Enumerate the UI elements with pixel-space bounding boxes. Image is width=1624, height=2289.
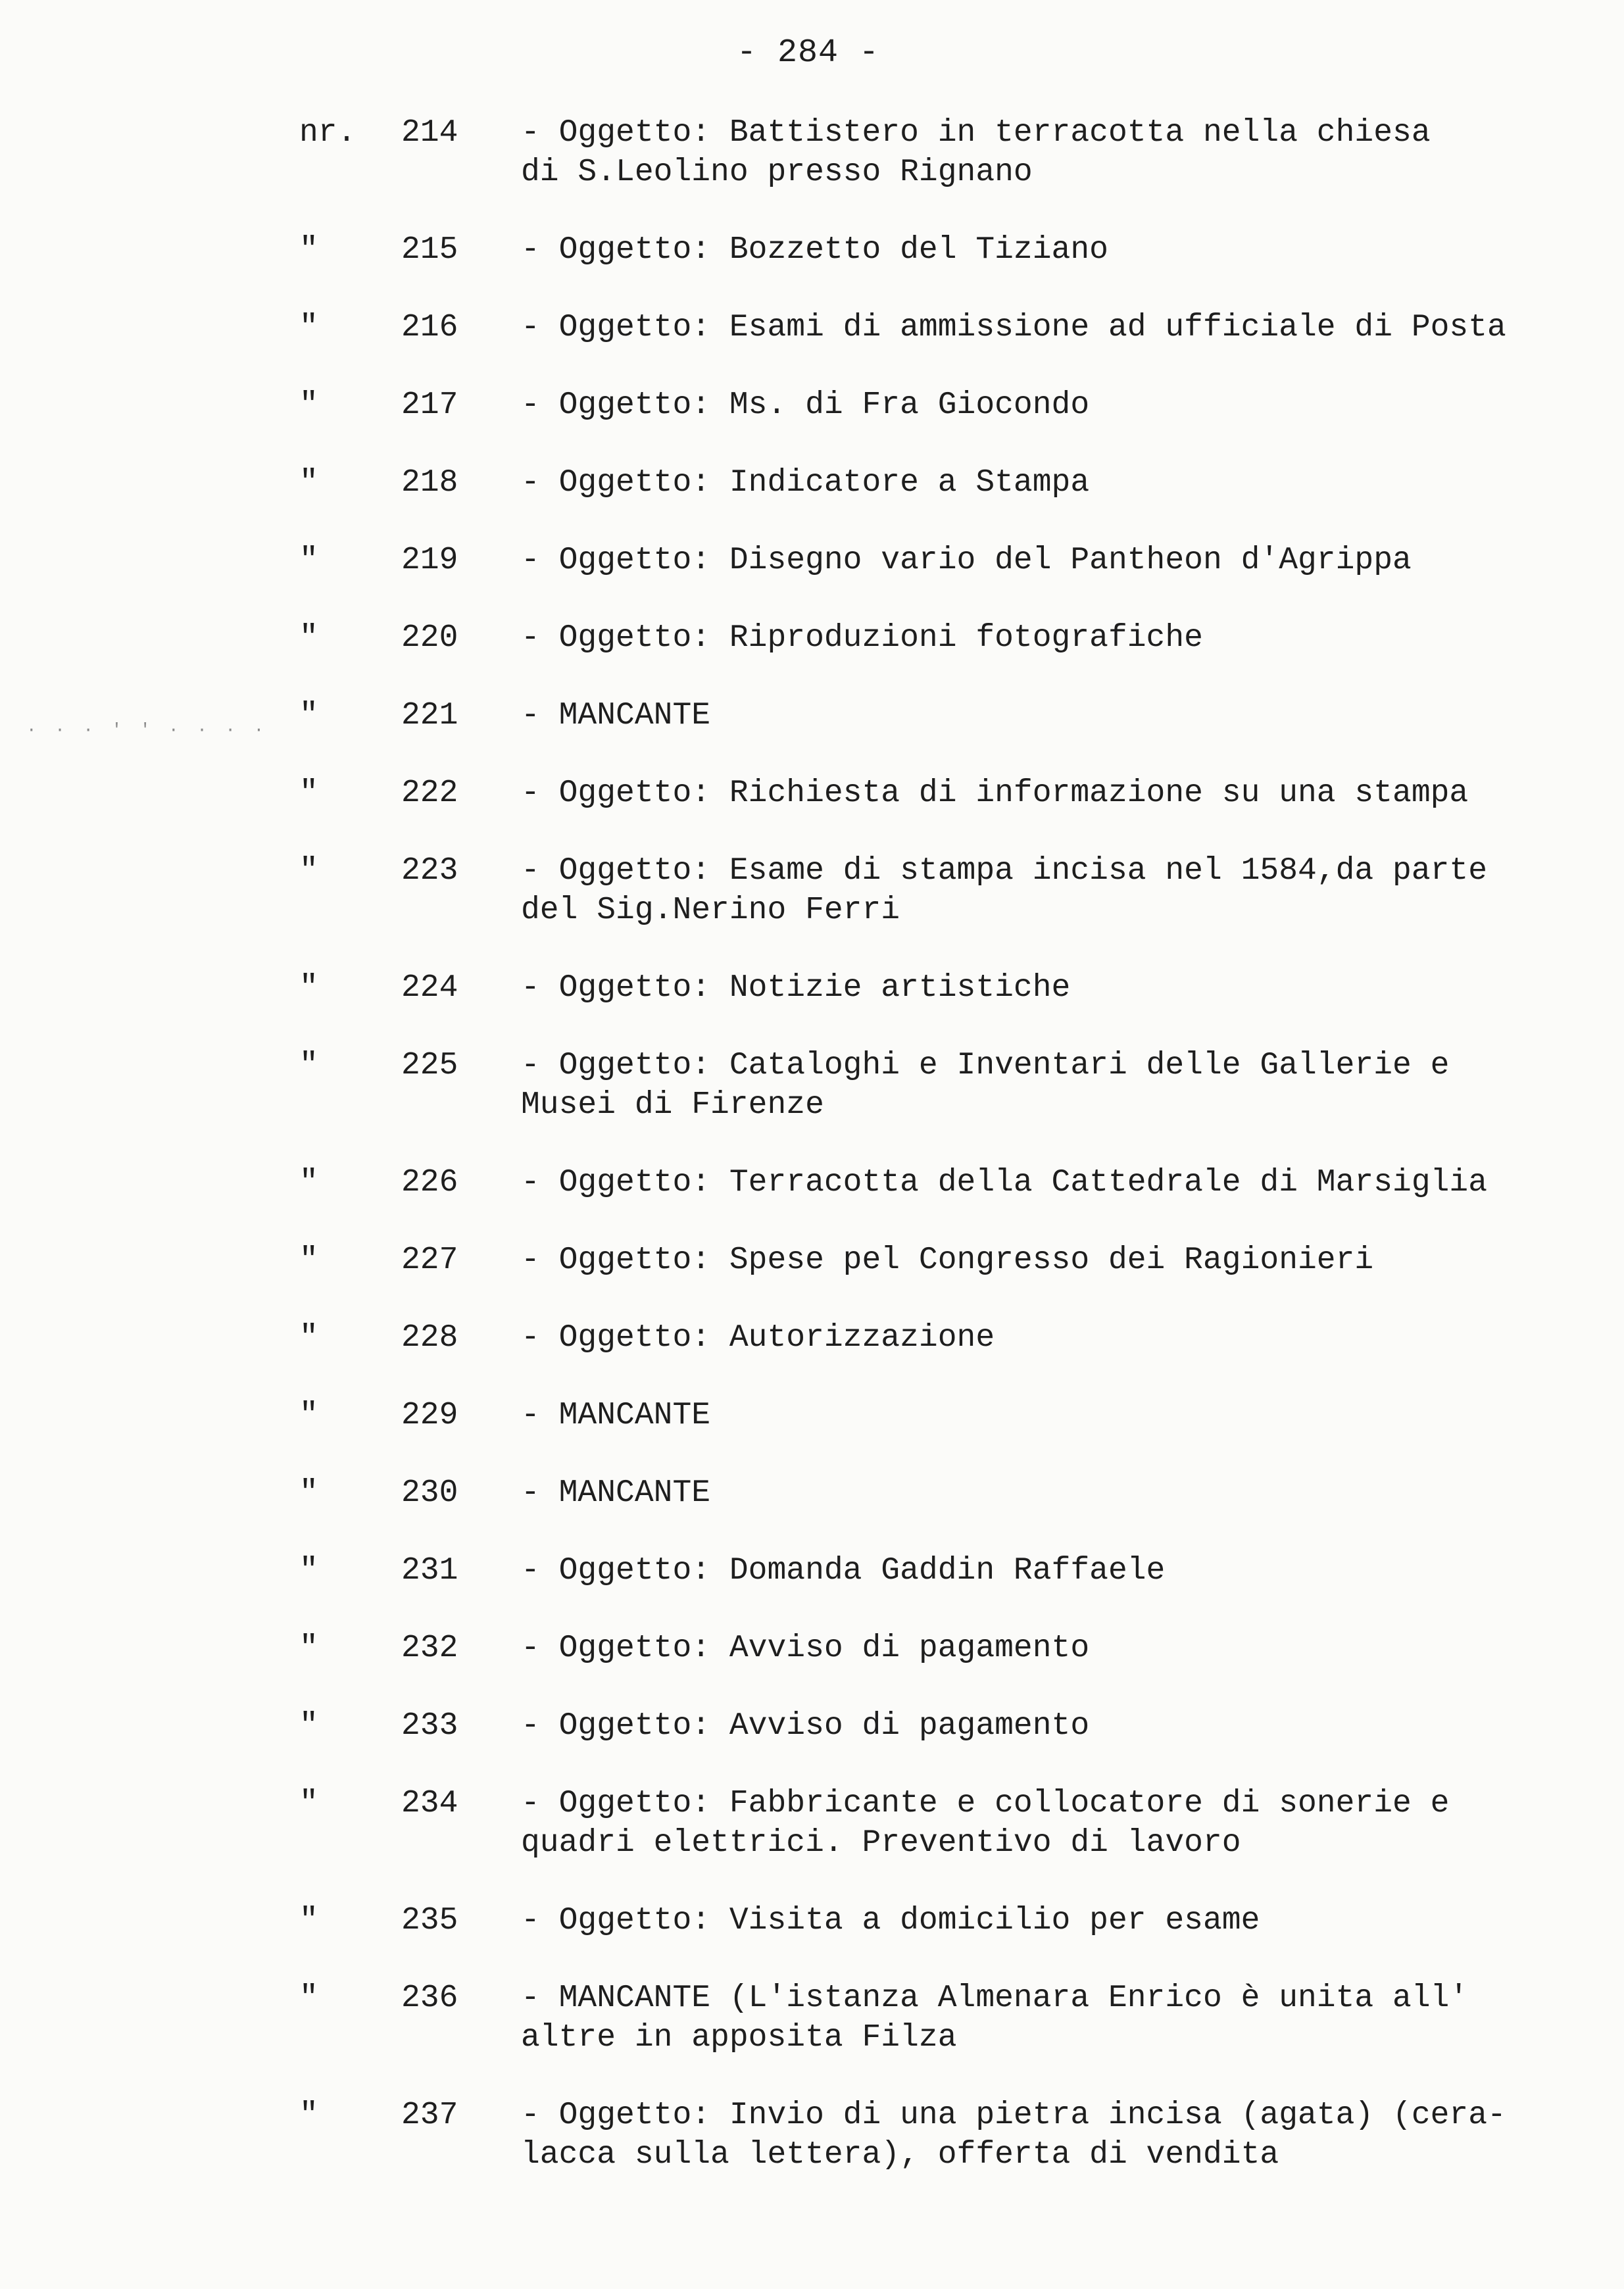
entry-number: 221 [401, 698, 458, 733]
entry-description: - Oggetto: Esame di stampa incisa nel 1584,da parte del Sig.Nerino Ferri [521, 853, 1488, 928]
entry-prefix: " [299, 1786, 318, 1821]
entry-prefix: " [299, 1903, 318, 1938]
entry-prefix: " [299, 543, 318, 578]
entry-prefix: " [299, 1631, 318, 1666]
entry-225 [0, 1046, 1624, 1125]
entry-number: 220 [401, 620, 458, 656]
entry-prefix: " [299, 1398, 318, 1433]
entry-prefix: " [299, 1553, 318, 1588]
margin-marks: · · · ' ' · · · · [26, 720, 268, 740]
entry-list [0, 113, 1624, 2213]
entry-235 [0, 1901, 1624, 1940]
entry-prefix: " [299, 1165, 318, 1200]
entry-number: 226 [401, 1165, 458, 1200]
entry-prefix: " [299, 620, 318, 656]
entry-prefix: " [299, 1981, 318, 2016]
entry-description: - Oggetto: Domanda Gaddin Raffaele [521, 1553, 1166, 1588]
entry-description: - MANCANTE (L'istanza Almenara Enrico è unita all' altre in apposita Filza [521, 1981, 1469, 2055]
entry-prefix: " [299, 1048, 318, 1083]
entry-prefix: " [299, 970, 318, 1006]
entry-221 [0, 696, 1624, 735]
entry-234 [0, 1784, 1624, 1863]
entry-number: 227 [401, 1243, 458, 1278]
entry-number: 236 [401, 1981, 458, 2016]
entry-description: - Oggetto: Avviso di pagamento [521, 1708, 1090, 1744]
entry-number: 223 [401, 853, 458, 889]
entry-prefix: " [299, 232, 318, 268]
entry-description: - Oggetto: Visita a domicilio per esame [521, 1903, 1260, 1938]
entry-219 [0, 541, 1624, 580]
entry-prefix: nr. [299, 115, 357, 151]
entry-222 [0, 774, 1624, 813]
entry-number: 229 [401, 1398, 458, 1433]
entry-prefix: " [299, 1708, 318, 1744]
entry-description: - MANCANTE [521, 1398, 711, 1433]
entry-description: - Oggetto: Disegno vario del Pantheon d'Agrippa [521, 543, 1412, 578]
entry-prefix: " [299, 2098, 318, 2133]
entry-description: - MANCANTE [521, 1475, 711, 1511]
entry-227 [0, 1241, 1624, 1280]
entry-description: - Oggetto: Esami di ammissione ad ufficiale di Posta [521, 310, 1506, 345]
entry-number: 228 [401, 1320, 458, 1356]
entry-prefix: " [299, 1320, 318, 1356]
entry-prefix: " [299, 1243, 318, 1278]
page-number: - 284 - [737, 34, 880, 72]
entry-description: - Oggetto: Indicatore a Stampa [521, 465, 1090, 501]
entry-number: 219 [401, 543, 458, 578]
entry-description: - Oggetto: Riproduzioni fotografiche [521, 620, 1203, 656]
entry-number: 233 [401, 1708, 458, 1744]
entry-217 [0, 385, 1624, 425]
entry-description: - Oggetto: Autorizzazione [521, 1320, 995, 1356]
entry-prefix: " [299, 775, 318, 811]
entry-233 [0, 1706, 1624, 1746]
entry-237 [0, 2096, 1624, 2175]
entry-number: 235 [401, 1903, 458, 1938]
entry-description: - Oggetto: Notizie artistiche [521, 970, 1071, 1006]
entry-216 [0, 308, 1624, 347]
entry-229 [0, 1396, 1624, 1435]
entry-number: 215 [401, 232, 458, 268]
entry-prefix: " [299, 465, 318, 501]
entry-description: - Oggetto: Richiesta di informazione su una stampa [521, 775, 1469, 811]
entry-number: 218 [401, 465, 458, 501]
entry-prefix: " [299, 387, 318, 423]
entry-number: 222 [401, 775, 458, 811]
entry-description: - Oggetto: Bozzetto del Tiziano [521, 232, 1108, 268]
entry-number: 224 [401, 970, 458, 1006]
entry-230 [0, 1473, 1624, 1513]
entry-description: - Oggetto: Avviso di pagamento [521, 1631, 1090, 1666]
entry-218 [0, 463, 1624, 503]
entry-description: - Oggetto: Cataloghi e Inventari delle Gallerie e Musei di Firenze [521, 1048, 1450, 1123]
entry-prefix: " [299, 310, 318, 345]
entry-number: 232 [401, 1631, 458, 1666]
entry-232 [0, 1629, 1624, 1668]
entry-description: - Oggetto: Ms. di Fra Giocondo [521, 387, 1090, 423]
entry-number: 230 [401, 1475, 458, 1511]
entry-description: - Oggetto: Fabbricante e collocatore di sonerie e quadri elettrici. Preventivo di lavoro [521, 1786, 1450, 1861]
entry-number: 231 [401, 1553, 458, 1588]
entry-236 [0, 1979, 1624, 2057]
entry-description: - Oggetto: Spese pel Congresso dei Ragionieri [521, 1243, 1374, 1278]
entry-220 [0, 618, 1624, 658]
entry-215 [0, 230, 1624, 270]
entry-number: 225 [401, 1048, 458, 1083]
entry-prefix: " [299, 1475, 318, 1511]
entry-description: - Oggetto: Invio di una pietra incisa (agata) (cera- lacca sulla lettera), offerta di vendita [521, 2098, 1506, 2173]
entry-214 [0, 113, 1624, 192]
entry-description: - MANCANTE [521, 698, 711, 733]
entry-226 [0, 1163, 1624, 1202]
entry-223 [0, 851, 1624, 930]
entry-description: - Oggetto: Terracotta della Cattedrale di Marsiglia [521, 1165, 1488, 1200]
entry-number: 217 [401, 387, 458, 423]
entry-number: 214 [401, 115, 458, 151]
entry-231 [0, 1551, 1624, 1590]
entry-224 [0, 968, 1624, 1008]
entry-number: 216 [401, 310, 458, 345]
entry-number: 234 [401, 1786, 458, 1821]
entry-number: 237 [401, 2098, 458, 2133]
entry-228 [0, 1318, 1624, 1358]
entry-prefix: " [299, 698, 318, 733]
entry-description: - Oggetto: Battistero in terracotta nella chiesa di S.Leolino presso Rignano [521, 115, 1431, 190]
entry-prefix: " [299, 853, 318, 889]
